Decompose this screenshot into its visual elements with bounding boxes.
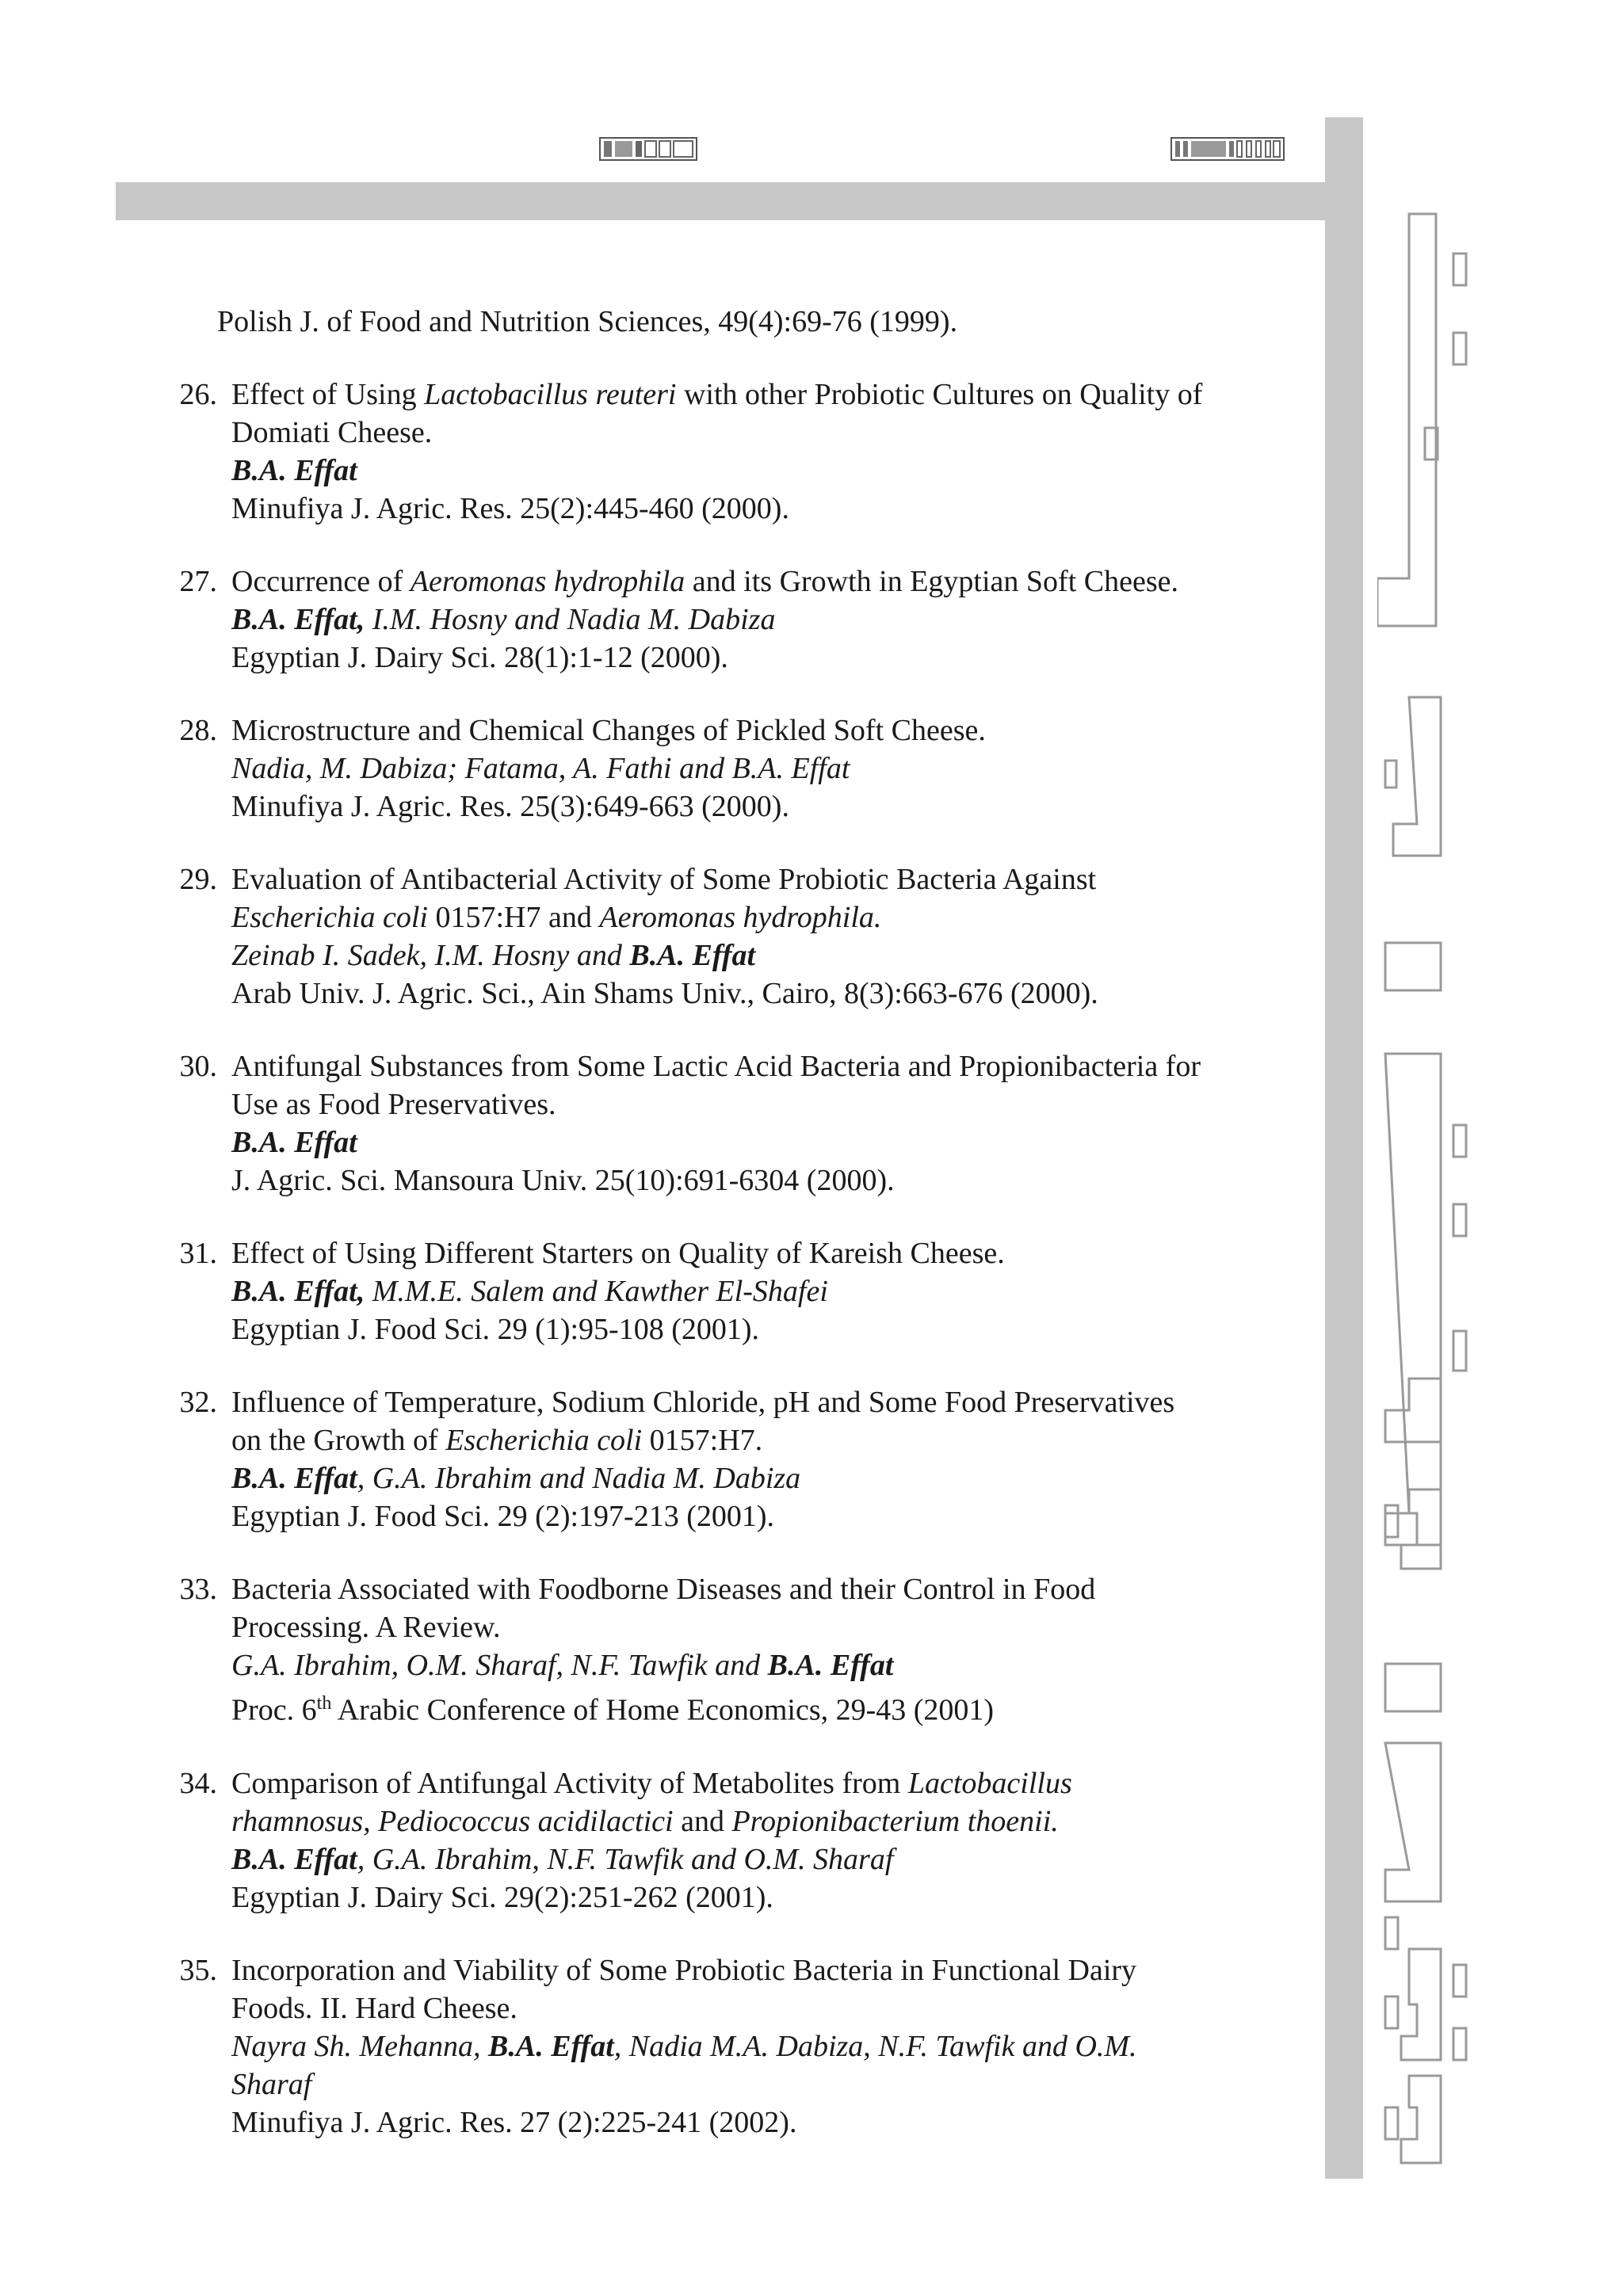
reference-authors (231, 1123, 1304, 1161)
reference-body (231, 1383, 1304, 1535)
reference-number: 35. (179, 1953, 217, 1987)
reference-item (155, 563, 1304, 677)
reference-authors-segment: M.M.E. Salem and Kawther El-Shafei (365, 1275, 828, 1308)
reference-title-segment: Evaluation of Antibacterial Activity of Some Probiotic Bacteria Against (231, 863, 1097, 896)
reference-number: 30. (179, 1050, 217, 1083)
reference-authors-segment: I.M. Hosny and Nadia M. Dabiza (365, 603, 776, 636)
reference-item (155, 1234, 1304, 1348)
reference-title-cont-segment: Domiati Cheese. (231, 416, 433, 449)
reference-authors-segment: B.A. Effat, (231, 1275, 365, 1308)
reference-authors-segment: B.A. Effat (767, 1649, 894, 1682)
header-band (116, 182, 1325, 220)
reference-authors (231, 1840, 1304, 1878)
reference-title-cont-segment: Use as Food Preservatives. (231, 1088, 556, 1121)
reference-title-cont (231, 1085, 1304, 1123)
reference-item (155, 1951, 1304, 2142)
reference-item (155, 860, 1304, 1013)
reference-continuation: Polish J. of Food and Nutrition Sciences, 49(4):69-76 (1999). (217, 305, 958, 338)
reference-title-cont (231, 414, 1304, 452)
reference-journal: Egyptian J. Dairy Sci. 28(1):1-12 (2000). (231, 641, 728, 674)
reference-title (231, 1047, 1304, 1085)
side-calligraphy-decoration (1377, 206, 1488, 2171)
reference-body (231, 711, 1304, 826)
reference-authors-segment: , Nadia M.A. Dabiza, N.F. Tawfik and O.M. (613, 2029, 1137, 2063)
reference-title-segment: and its Growth in Egyptian Soft Cheese. (685, 565, 1178, 598)
reference-title-segment: Effect of Using (231, 378, 425, 411)
reference-title-segment: Effect of Using Different Starters on Quality of Kareish Cheese. (231, 1237, 1005, 1270)
reference-journal (231, 1684, 1304, 1730)
reference-title-cont-segment: Escherichia coli (231, 901, 428, 934)
reference-title-segment: Aeromonas hydrophila (410, 565, 685, 598)
reference-authors-segment: B.A. Effat (231, 1842, 357, 1876)
reference-title-segment: with other Probiotic Cultures on Quality of (676, 378, 1203, 411)
reference-authors-cont (231, 2065, 1304, 2103)
reference-journal-segment: th (316, 1693, 332, 1714)
reference-authors-segment: B.A. Effat (231, 1126, 357, 1159)
reference-entries (155, 376, 1304, 2142)
reference-number: 31. (179, 1237, 217, 1270)
reference-title-segment: Lactobacillus (907, 1766, 1072, 1800)
reference-authors-segment: , G.A. Ibrahim, N.F. Tawfik and O.M. Sharaf (357, 1842, 894, 1876)
reference-authors (231, 601, 1304, 639)
reference-journal-segment: Proc. 6 (231, 1693, 317, 1727)
reference-title-segment: Comparison of Antifungal Activity of Metabolites from (231, 1766, 908, 1800)
reference-number: 32. (179, 1386, 217, 1419)
reference-title-cont-segment: and (673, 1804, 732, 1838)
reference-title-segment: Microstructure and Chemical Changes of Pickled Soft Cheese. (231, 714, 986, 747)
reference-title-segment: Bacteria Associated with Foodborne Diseases and their Control in Food (231, 1573, 1096, 1606)
reference-authors (231, 1646, 1304, 1684)
reference-authors-segment: B.A. Effat (629, 939, 756, 972)
reference-title-cont-segment: 0157:H7. (642, 1424, 763, 1457)
reference-authors-segment: B.A. Effat, (231, 603, 365, 636)
reference-authors-cont-segment: Sharaf (231, 2067, 312, 2101)
reference-number: 28. (179, 714, 217, 747)
reference-journal: Minufiya J. Agric. Res. 25(2):445-460 (2000). (231, 492, 789, 525)
reference-title (231, 563, 1304, 601)
reference-number: 27. (179, 565, 217, 598)
reference-authors-segment: B.A. Effat (488, 2029, 614, 2063)
reference-title (231, 376, 1304, 414)
reference-title-cont (231, 1802, 1304, 1840)
reference-body (231, 376, 1304, 528)
reference-title-cont (231, 898, 1304, 936)
reference-body (231, 1570, 1304, 1730)
reference-authors-segment: Nayra Sh. Mehanna, (231, 2029, 489, 2063)
reference-title (231, 1951, 1304, 1989)
reference-journal: Egyptian J. Dairy Sci. 29(2):251-262 (2001). (231, 1880, 773, 1914)
reference-item (155, 376, 1304, 528)
reference-journal: Minufiya J. Agric. Res. 25(3):649-663 (2000). (231, 790, 789, 823)
reference-title-cont-segment: 0157:H7 and (427, 901, 600, 934)
reference-item (155, 1383, 1304, 1535)
reference-body (231, 1234, 1304, 1348)
reference-authors (231, 1459, 1304, 1497)
reference-body (231, 860, 1304, 1013)
reference-body (231, 1764, 1304, 1917)
reference-authors-segment: B.A. Effat (231, 454, 357, 487)
reference-journal-segment: Arabic Conference of Home Economics, 29-43 (2001) (331, 1693, 995, 1727)
reference-title-cont (231, 1608, 1304, 1646)
reference-title-segment: Incorporation and Viability of Some Probiotic Bacteria in Functional Dairy (231, 1953, 1137, 1987)
reference-body (231, 1047, 1304, 1199)
reference-title (231, 1570, 1304, 1608)
reference-title-segment: Occurrence of (231, 565, 411, 598)
reference-title (231, 1383, 1304, 1421)
reference-title-cont-segment: Foods. II. Hard Cheese. (231, 1991, 517, 2025)
reference-journal: Egyptian J. Food Sci. 29 (2):197-213 (2001). (231, 1500, 775, 1533)
reference-number: 29. (179, 863, 217, 896)
reference-number: 33. (179, 1573, 217, 1606)
reference-title-cont-segment: Escherichia coli (445, 1424, 643, 1457)
reference-authors (231, 1272, 1304, 1310)
reference-title (231, 860, 1304, 898)
reference-title-segment: Influence of Temperature, Sodium Chloride, pH and Some Food Preservatives (231, 1386, 1175, 1419)
reference-body (231, 563, 1304, 677)
reference-list (155, 303, 1304, 2176)
side-band (1325, 117, 1363, 2179)
reference-title-cont-segment: Aeromonas hydrophila. (599, 901, 882, 934)
reference-journal: Arab Univ. J. Agric. Sci., Ain Shams Univ., Cairo, 8(3):663-676 (2000). (231, 977, 1098, 1010)
reference-title-cont-segment: rhamnosus, Pediococcus acidilactici (231, 1804, 674, 1838)
reference-number: 26. (179, 378, 217, 411)
reference-item (155, 1047, 1304, 1199)
reference-title-cont-segment: on the Growth of (231, 1424, 446, 1457)
reference-title (231, 711, 1304, 749)
reference-authors (231, 936, 1304, 974)
reference-title-cont (231, 1421, 1304, 1459)
reference-title-cont-segment: Propionibacterium thoenii. (731, 1804, 1059, 1838)
reference-journal: J. Agric. Sci. Mansoura Univ. 25(10):691-6304 (2000). (231, 1164, 895, 1197)
reference-number: 34. (179, 1766, 217, 1800)
reference-item (155, 1764, 1304, 1917)
reference-body (231, 1951, 1304, 2142)
reference-authors-segment: B.A. Effat (231, 1462, 357, 1495)
header-ornament-right (1170, 137, 1285, 161)
reference-journal: Egyptian J. Food Sci. 29 (1):95-108 (2001). (231, 1313, 760, 1346)
reference-authors (231, 749, 1304, 788)
reference-title-cont (231, 1989, 1304, 2027)
reference-authors-segment: , G.A. Ibrahim and Nadia M. Dabiza (357, 1462, 801, 1495)
reference-authors-segment: Nadia, M. Dabiza; Fatama, A. Fathi and B.A. Effat (231, 752, 850, 785)
header-ornament-left (599, 137, 697, 161)
reference-authors (231, 2027, 1304, 2065)
reference-authors-segment: Zeinab I. Sadek, I.M. Hosny and (231, 939, 630, 972)
reference-title-cont-segment: Processing. A Review. (231, 1611, 501, 1644)
reference-item (155, 711, 1304, 826)
reference-title-segment: Lactobacillus reuteri (424, 378, 677, 411)
reference-journal: Minufiya J. Agric. Res. 27 (2):225-241 (2002). (231, 2105, 797, 2139)
reference-title (231, 1764, 1304, 1802)
reference-authors (231, 452, 1304, 490)
reference-title-segment: Antifungal Substances from Some Lactic Acid Bacteria and Propionibacteria for (231, 1050, 1201, 1083)
reference-title (231, 1234, 1304, 1272)
reference-item (155, 1570, 1304, 1730)
reference-authors-segment: G.A. Ibrahim, O.M. Sharaf, N.F. Tawfik and (231, 1649, 768, 1682)
